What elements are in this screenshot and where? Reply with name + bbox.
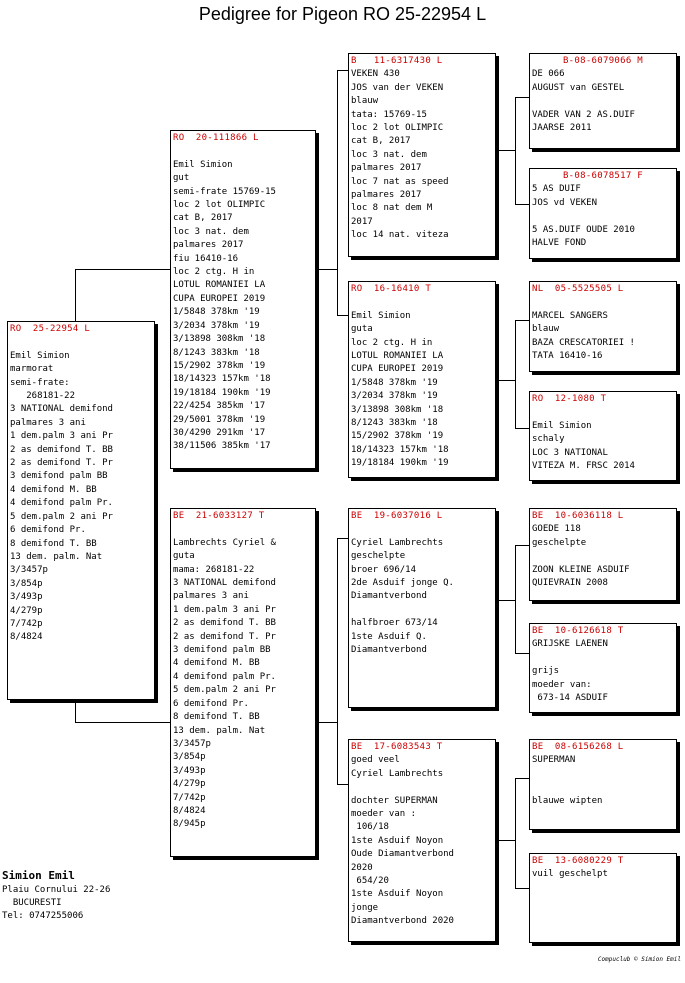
connector (496, 840, 515, 841)
connector (75, 722, 172, 723)
connector (75, 269, 172, 270)
pigeon-card-sss[interactable] (529, 53, 677, 149)
connector (515, 428, 530, 429)
connector (515, 545, 516, 653)
pigeon-card-ssd[interactable] (529, 168, 677, 259)
connector (515, 97, 530, 98)
pigeon-card-sire-dam[interactable] (348, 281, 496, 478)
connector (515, 778, 530, 779)
connector (496, 600, 515, 601)
pigeon-details: 5 AS DUIF JOS vd VEKEN 5 AS.DUIF OUDE 2010 HALVE FOND (532, 184, 635, 249)
connector (515, 204, 530, 205)
ring-number: BE 21-6033127 T (173, 511, 265, 521)
owner-phone: Tel: 0747255006 (2, 911, 84, 921)
pigeon-card-sds[interactable] (529, 281, 677, 372)
pigeon-details: Emil Simion guta loc 2 ctg. H in LOTUL ROMANIEI LA CUPA EUROPEI 2019 1/5848 378km '19 3/2034 378km '19 3/13898 308km '18 8/1243 383km '18 15/2902 378km '19 18/14323 157km '18 19/18184 190km '19 (351, 310, 449, 469)
owner-address-line1: Plaiu Cornului 22-26 (2, 885, 111, 895)
page-title: Pedigree for Pigeon RO 25-22954 L (198, 4, 487, 24)
ring-number: BE 10-6126618 T (532, 626, 624, 636)
footer-credit: Compuclub © Simion Emil (597, 956, 681, 963)
pigeon-card-dam-dam[interactable] (348, 739, 496, 942)
connector (515, 888, 530, 889)
pigeon-details: VEKEN 430 JOS van der VEKEN blauw tata: 15769-15 loc 2 lot OLIMPIC cat B, 2017 loc 3 nat. dem palmares 2017 loc 7 nat as speed palmares 2017 loc 8 nat dem M 2017 loc 14 nat. viteza (351, 69, 449, 241)
ring-number: BE 17-6083543 T (351, 742, 443, 752)
owner-name: Simion Emil (2, 869, 75, 882)
pigeon-details: GOEDE 118 geschelpte ZOON KLEINE ASDUIF QUIEVRAIN 2008 (532, 524, 630, 589)
connector (515, 778, 516, 888)
connector (515, 545, 530, 546)
connector (316, 269, 337, 270)
ring-number: RO 12-1080 T (532, 394, 607, 404)
ring-number: BE 10-6036118 L (532, 511, 624, 521)
pigeon-details: Emil Simion gut semi-frate 15769-15 loc 2 lot OLIMPIC cat B, 2017 loc 3 nat. dem palmares 2017 fiu 16410-16 loc 2 ctg. H in LOTUL ROMANIEI LA CUPA EUROPEI 2019 1/5848 378km '19 3/2034 378km '19 3/13898 308km '18 8/1243 383km '18 15/2902 378km '19 18/14323 157km '18 19/18184 190km '19 22/4254 385km '17 29/5001 378km '19 30/4290 291km '17 38/11506 385km '17 (173, 159, 276, 452)
connector (496, 380, 515, 381)
ring-number: BE 13-6080229 T (532, 856, 624, 866)
ring-number: RO 16-16410 T (351, 284, 432, 294)
connector (316, 722, 337, 723)
ring-number: BE 08-6156268 L (532, 742, 624, 752)
pigeon-details: Emil Simion marmorat semi-frate: 268181-22 3 NATIONAL demifond palmares 3 ani 1 dem.palm 3 ani Pr 2 as demifond T. BB 2 as demifond T. Pr 3 demifond palm BB 4 demifond M. BB 4 demifond palm Pr. 5 dem.palm 2 ani Pr 6 demifond Pr. 8 demifond T. BB 13 dem. palm. Nat 3/3457p 3/854p 3/493p 4/279p 7/742p 8/4824 (10, 350, 113, 643)
ring-number: BE 19-6037016 L (351, 511, 443, 521)
connector (515, 320, 530, 321)
pigeon-card-dds[interactable] (529, 739, 677, 830)
ring-number: B-08-6079066 M (562, 56, 644, 66)
connector (515, 320, 516, 428)
ring-number: NL 05-5525505 L (532, 284, 624, 294)
connector (496, 150, 515, 151)
pigeon-details: Lambrechts Cyriel & guta mama: 268181-22 3 NATIONAL demifond palmares 3 ani 1 dem.palm 3 ani Pr 2 as demifond T. BB 2 as demifond T. Pr 3 demifond palm BB 4 demifond M. BB 4 demifond palm Pr. 5 dem.palm 2 ani Pr 6 demifond Pr. 8 demifond T. BB 13 dem. palm. Nat 3/3457p 3/854p 3/493p 4/279p 7/742p 8/4824 8/945p (173, 537, 276, 830)
connector (75, 700, 76, 722)
pigeon-card-sdd[interactable] (529, 391, 677, 481)
connector (337, 70, 338, 315)
ring-number: RO 20-111866 L (173, 133, 259, 143)
pigeon-card-dam[interactable] (170, 508, 316, 857)
owner-info (2, 868, 110, 923)
pigeon-card-dsd[interactable] (529, 623, 677, 713)
pigeon-card-ddd[interactable] (529, 853, 677, 943)
pigeon-card-dam-sire[interactable] (348, 508, 496, 708)
connector (337, 538, 338, 784)
connector (515, 97, 516, 204)
pigeon-details: Cyriel Lambrechts geschelpte broer 696/14 2de Asduif jonge Q. Diamantverbond halfbroer 673/14 1ste Asduif Q. Diamantverbond (351, 537, 454, 656)
pigeon-details: MARCEL SANGERS blauw BAZA CRESCATORIEI ! TATA 16410-16 (532, 310, 635, 362)
pigeon-card-subject[interactable] (7, 321, 155, 700)
pigeon-card-dss[interactable] (529, 508, 677, 601)
connector (515, 653, 530, 654)
pigeon-details: DE 066 AUGUST van GESTEL VADER VAN 2 AS.DUIF JAARSE 2011 (532, 69, 635, 134)
pigeon-details: goed veel Cyriel Lambrechts dochter SUPERMAN moeder van : 106/18 1ste Asduif Noyon Oude Diamantverbond 2020 654/20 1ste Asduif Noyon jonge Diamantverbond 2020 (351, 755, 454, 927)
pigeon-details: vuil geschelpt (532, 869, 608, 880)
connector (75, 269, 76, 322)
pigeon-details: Emil Simion schaly LOC 3 NATIONAL VITEZA M. FRSC 2014 (532, 420, 635, 472)
pigeon-details: SUPERMAN blauwe wipten (532, 755, 603, 806)
ring-number: B 11-6317430 L (351, 56, 443, 66)
pigeon-details: GRIJSKE LAENEN grijs moeder van: 673-14 ASDUIF (532, 639, 608, 704)
ring-number: B-08-6078517 F (562, 171, 644, 181)
owner-address-line2: BUCURESTI (2, 898, 62, 908)
ring-number: RO 25-22954 L (10, 324, 91, 334)
pigeon-card-sire-sire[interactable] (348, 53, 496, 257)
pigeon-card-sire[interactable] (170, 130, 316, 469)
